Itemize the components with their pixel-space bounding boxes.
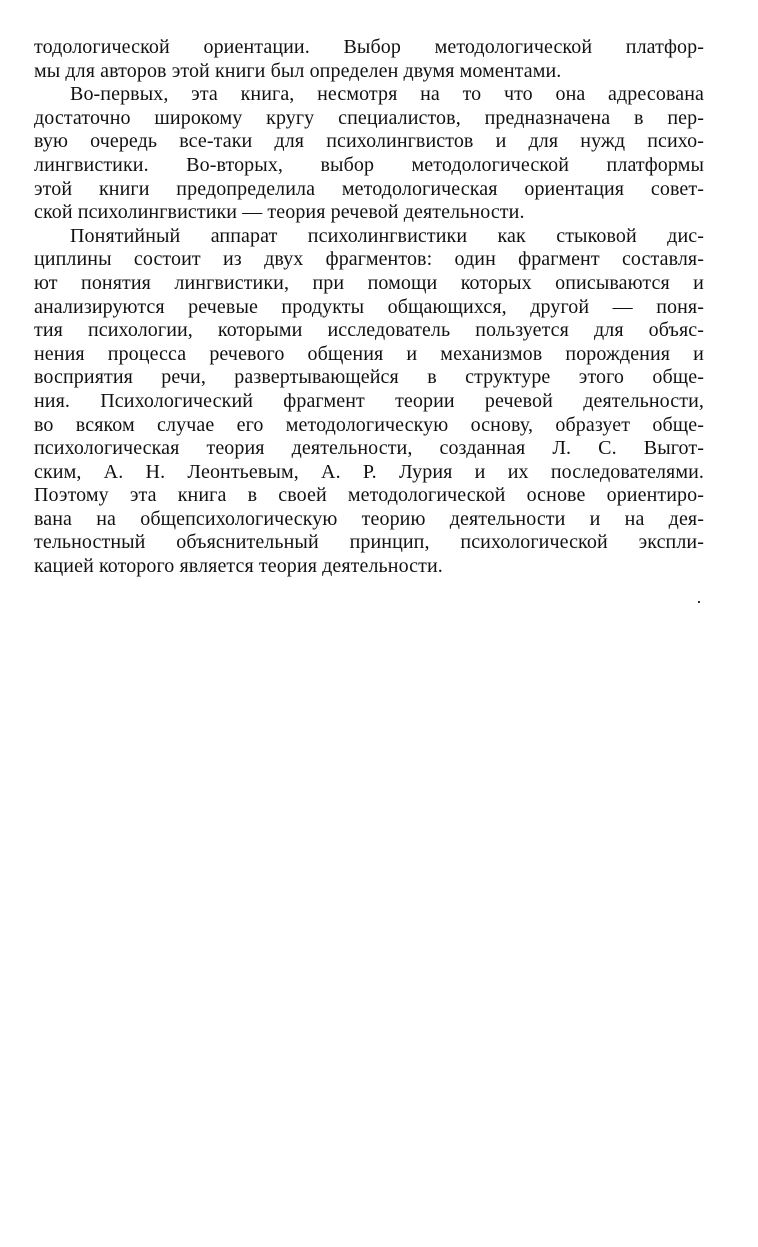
text-line: восприятия речи, развертывающейся в структуре этого обще-: [34, 366, 704, 389]
paragraph-3: [34, 225, 704, 579]
text-line: циплины состоит из двух фрагментов: один фрагмент составля-: [34, 248, 704, 271]
text-line: тельностный объяснительный принцип, психологической экспли-: [34, 531, 704, 554]
text-line: анализируются речевые продукты общающихся, другой — поня-: [34, 295, 704, 318]
paragraph-1: [34, 36, 704, 83]
text-line: ской психолингвистики — теория речевой деятельности.: [34, 201, 525, 224]
text-line: ния. Психологический фрагмент теории речевой деятельности,: [34, 389, 704, 412]
text-line: нения процесса речевого общения и механизмов порождения и: [34, 342, 704, 365]
paragraph-2: [34, 83, 704, 225]
text-line: кацией которого является теория деятельности.: [34, 555, 443, 578]
text-line: ским, А. Н. Леонтьевым, А. Р. Лурия и их последователями.: [34, 460, 704, 483]
text-line: вана на общепсихологическую теорию деятельности и на дея-: [34, 507, 704, 530]
print-speck: [698, 601, 700, 603]
page-text: [34, 36, 704, 579]
text-line: вую очередь все-таки для психолингвистов и для нужд психо-: [34, 130, 704, 153]
text-line: достаточно широкому кругу специалистов, предназначена в пер-: [34, 106, 704, 129]
text-line: Во-первых, эта книга, несмотря на то что она адресована: [70, 83, 704, 106]
text-line: во всяком случае его методологическую основу, образует обще-: [34, 413, 704, 436]
text-line: мы для авторов этой книги был определен двумя моментами.: [34, 59, 562, 82]
text-line: тодологической ориентации. Выбор методологической платфор-: [34, 36, 704, 58]
text-line: тия психологии, которыми исследователь пользуется для объяс-: [34, 319, 704, 342]
text-line: психологическая теория деятельности, созданная Л. С. Выгот-: [34, 437, 704, 460]
text-line: ют понятия лингвистики, при помощи которых описываются и: [34, 271, 704, 294]
text-line: лингвистики. Во-вторых, выбор методологической платформы: [34, 153, 704, 176]
text-line: Поэтому эта книга в своей методологической основе ориентиро-: [34, 484, 704, 507]
text-line: Понятийный аппарат психолингвистики как стыковой дис-: [70, 224, 704, 247]
text-line: этой книги предопределила методологическая ориентация совет-: [34, 177, 704, 200]
